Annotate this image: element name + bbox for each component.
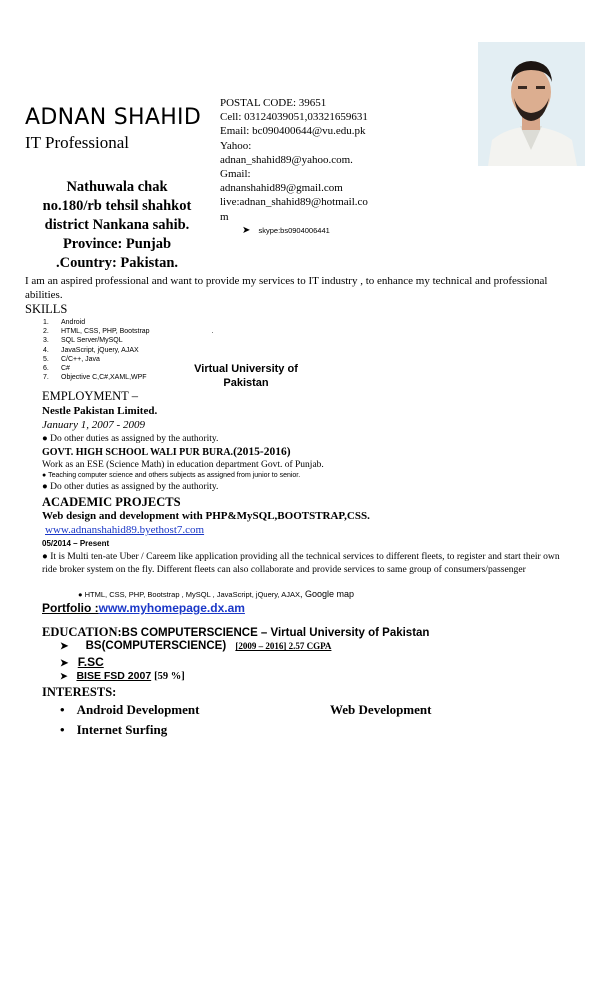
project-dates: 05/2014 – Present [42, 539, 110, 548]
round-bullet-icon: ● [42, 482, 48, 492]
interest-item: • Internet Surfing [60, 722, 168, 737]
project-title: Web design and development with PHP&MySQL,BOOTSTRAP,CSS. [42, 510, 370, 522]
person-photo-icon [478, 42, 585, 166]
education-heading: EDUCATION:BS COMPUTERSCIENCE – Virtual University of Pakistan [42, 625, 430, 639]
employment-heading: EMPLOYMENT – [42, 389, 138, 403]
gmail-label: Gmail: [220, 168, 251, 181]
arrow-bullet-icon: ➤ [242, 224, 251, 236]
address-block [22, 178, 212, 273]
employer: Nestle Pakistan Limited. [42, 405, 158, 417]
interest-item: Web Development [330, 702, 432, 717]
yahoo-address: adnan_shahid89@yahoo.com. [220, 153, 353, 166]
gmail-address: adnanshahid89@gmail.com [220, 182, 343, 195]
interest-item: • Android Development [60, 702, 200, 717]
portfolio-row [42, 601, 245, 615]
round-bullet-icon: ● [78, 590, 83, 599]
list-item: 7. Objective C,C#,XAML,WPF [43, 374, 147, 382]
project-tech: ● HTML, CSS, PHP, Bootstrap , MySQL , JavaScript, jQuery, AJAX, Google map [78, 589, 355, 599]
university-note-line: Virtual University of [194, 363, 298, 375]
interests-heading: INTERESTS: [42, 685, 117, 699]
duty-line: ● Do other duties as assigned by the authority. [42, 482, 219, 492]
school-role: Work as an ESE (Science Math) in education department Govt. of Punjab. [42, 460, 324, 470]
list-item: 4. JavaScript, jQuery, AJAX [43, 346, 139, 354]
portfolio-link[interactable]: www.myhomepage.dx.am [98, 601, 245, 615]
candidate-name: ADNAN SHAHID [25, 105, 202, 130]
cell-numbers: Cell: 03124039051,03321659631 [220, 111, 368, 124]
yahoo-label: Yahoo: [220, 139, 252, 152]
round-bullet-icon: ● [42, 472, 47, 479]
contact-block [220, 96, 368, 238]
university-note-line: Pakistan [223, 377, 269, 389]
university-note [186, 362, 306, 390]
list-item: 5. C/C++, Java [43, 355, 100, 363]
arrow-bullet-icon: ➤ [60, 658, 69, 669]
list-item: 2. HTML, CSS, PHP, Bootstrap . [43, 328, 214, 336]
education-item: ➤ BISE FSD 2007 [59 %] [60, 670, 185, 682]
round-bullet-icon: ● [42, 434, 48, 444]
project-description: ● It is Multi ten-ate Uber / Careem like application providing all the technical services to different fleets, to register and start their own ride broker system on the fly. Different fleets can also collaborate and provide services to same group of consumers/passenger [42, 551, 560, 575]
arrow-bullet-icon: ➤ [60, 671, 68, 681]
address-line: .Country: Pakistan. [55, 255, 179, 271]
postal-code: POSTAL CODE: 39651 [220, 97, 327, 109]
candidate-title: IT Professional [25, 133, 130, 152]
email: Email: bc090400644@vu.edu.pk [220, 125, 366, 138]
arrow-bullet-icon: ➤ [60, 641, 69, 652]
education-item: ➤ BS(COMPUTERSCIENCE) [2009 – 2016] 2.57 CGPA [60, 640, 332, 652]
projects-heading: ACADEMIC PROJECTS [42, 495, 181, 509]
project-link[interactable]: www.adnanshahid89.byethost7.com [45, 524, 205, 536]
teaching-line: ● Teaching computer science and others subjects as assigned from junior to senior. [42, 472, 301, 479]
address-line: district Nankana sahib. [44, 217, 190, 233]
round-bullet-icon: • [60, 722, 65, 737]
address-line: no.180/rb tehsil shahkot [42, 198, 192, 214]
duty-line: ● Do other duties as assigned by the authority. [42, 434, 219, 444]
stray-dot: . [211, 328, 214, 336]
skills-heading: SKILLS [25, 302, 68, 316]
objective: I am an aspired professional and want to provide my services to IT industry , to enhance my technical and professional abilities. [25, 275, 548, 301]
skype-row [220, 224, 368, 238]
school-line: GOVT. HIGH SCHOOL WALI PUR BURA.(2015-2016) [42, 446, 291, 458]
employment-dates: January 1, 2007 - 2009 [42, 419, 145, 431]
address-line: Nathuwala chak [66, 179, 168, 195]
skype-id: skype:bs0904006441 [258, 225, 330, 235]
education-item: ➤ F.SC [60, 655, 104, 669]
round-bullet-icon: ● [42, 551, 48, 562]
round-bullet-icon: • [60, 702, 65, 717]
live-address: live:adnan_shahid89@hotmail.co [220, 196, 368, 209]
profile-photo [478, 42, 585, 166]
address-line: Province: Punjab [62, 236, 172, 252]
portfolio-label: Portfolio : [42, 601, 99, 615]
live-address-cont: m [220, 210, 229, 223]
list-item: 1. Android [43, 319, 86, 326]
list-item: 3. SQL Server/MySQL [43, 337, 123, 345]
list-item: 6. C# [43, 365, 70, 373]
